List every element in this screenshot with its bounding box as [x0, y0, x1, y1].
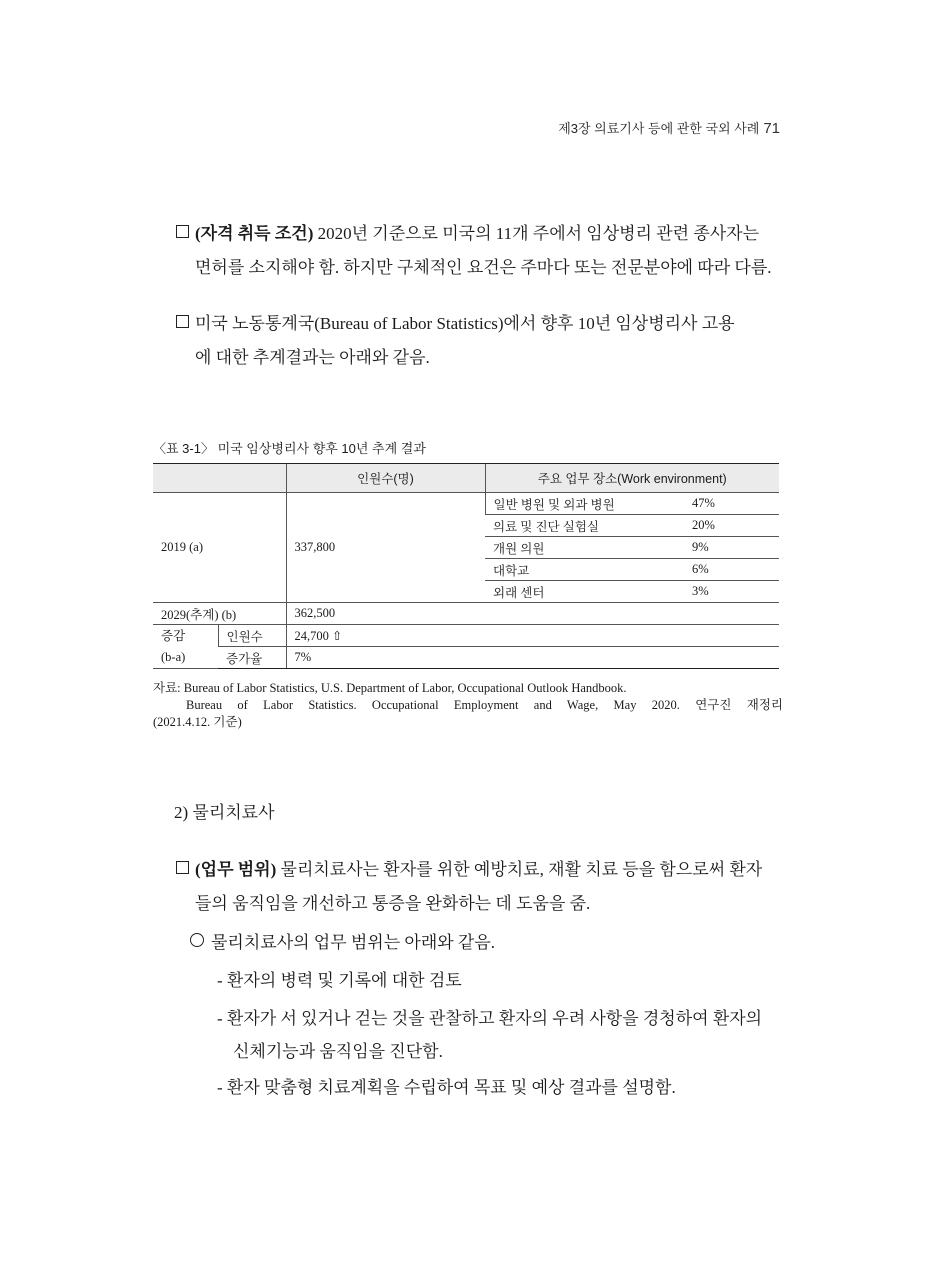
environment-place: 외래 센터: [485, 581, 684, 603]
projection-table: [153, 463, 779, 669]
qualification-heading: (자격 취득 조건): [195, 224, 314, 243]
environment-place: 대학교: [485, 559, 684, 581]
change-rate: 7%: [286, 647, 779, 669]
scope-line-1: 물리치료사는 환자를 위한 예방치료, 재활 치료 등을 함으로써 환자: [276, 860, 763, 879]
environment-pct: 47%: [684, 493, 779, 515]
header-environment: 주요 업무 장소(Work environment): [485, 464, 779, 493]
chapter-title: 제3장 의료기사 등에 관한 국외 사례: [558, 121, 760, 136]
dash-bullet: -: [217, 971, 227, 990]
bls-line-2: 에 대한 추계결과는 아래와 같음.: [195, 348, 430, 367]
change-count: 24,700 ⇧: [286, 625, 779, 647]
change-rate-label: 증가율: [218, 647, 286, 669]
dash-bullet: -: [217, 1009, 227, 1028]
dash-item: [217, 1002, 783, 1068]
row-2029-count: 362,500: [286, 603, 779, 625]
table-row: [153, 647, 779, 669]
scope-circle-item: [190, 928, 495, 953]
circle-bullet-icon: [190, 933, 204, 947]
environment-pct: 3%: [684, 581, 779, 603]
dash-item-text: 환자가 서 있거나 걷는 것을 관찰하고 환자의 우려 사항을 경청하여 환자의: [226, 1009, 763, 1028]
qualification-paragraph: [176, 217, 782, 285]
square-bullet-icon: [176, 225, 189, 238]
table-caption: 〈표 3-1〉 미국 임상병리사 향후 10년 추계 결과: [153, 441, 426, 456]
environment-pct: 9%: [684, 537, 779, 559]
header-blank-cell: [153, 464, 286, 493]
dash-item: [217, 964, 783, 997]
qualification-line-2: 면허를 소지해야 함. 하지만 구체적인 요건은 주마다 또는 전문분야에 따라 다름.: [195, 258, 772, 277]
circle-item-text: 물리치료사의 업무 범위는 아래와 같음.: [211, 933, 496, 952]
scope-heading: (업무 범위): [195, 860, 277, 879]
table-row: [153, 603, 779, 625]
row-2019-label: 2019 (a): [153, 493, 286, 603]
row-2029-label: 2029(추계) (b): [153, 603, 286, 625]
table-source: [153, 680, 783, 731]
scope-line-2: 들의 움직임을 개선하고 통증을 완화하는 데 도움을 줌.: [195, 894, 591, 913]
dash-bullet: -: [217, 1078, 227, 1097]
environment-pct: 6%: [684, 559, 779, 581]
header-count: 인원수(명): [286, 464, 485, 493]
section-heading: 2) 물리치료사: [174, 803, 275, 822]
environment-place: 개원 의원: [485, 537, 684, 559]
page-number: 71: [763, 120, 780, 137]
table-row: [153, 493, 779, 515]
environment-place: 일반 병원 및 외과 병원: [485, 493, 684, 515]
bls-line-1: 미국 노동통계국(Bureau of Labor Statistics)에서 향후 10년 임상병리사 고용: [195, 314, 735, 333]
environment-pct: 20%: [684, 515, 779, 537]
dash-item: [217, 1071, 783, 1104]
source-line-3: (2021.4.12. 기준): [153, 715, 242, 729]
table-header-row: [153, 464, 779, 493]
scope-paragraph: [176, 853, 782, 921]
table-row: [153, 625, 779, 647]
change-count-label: 인원수: [218, 625, 286, 647]
source-line-1: 자료: Bureau of Labor Statistics, U.S. Department of Labor, Occupational Outlook Handbook.: [153, 681, 627, 695]
dash-item-text: 환자 맞춤형 치료계획을 수립하여 목표 및 예상 결과를 설명함.: [226, 1078, 676, 1097]
square-bullet-icon: [176, 315, 189, 328]
change-label-line-1: 증감: [161, 628, 186, 643]
source-line-2: Bureau of Labor Statistics. Occupational Employment and Wage, May 2020. 연구진 재정리: [186, 698, 783, 712]
environment-place: 의료 및 진단 실험실: [485, 515, 684, 537]
row-2019-count: 337,800: [286, 493, 485, 603]
dash-item-text: 환자의 병력 및 기록에 대한 검토: [226, 971, 462, 990]
change-label: [153, 625, 218, 669]
running-header: [558, 118, 780, 137]
bls-paragraph: [176, 307, 782, 375]
change-label-line-2: (b-a): [161, 649, 186, 664]
qualification-line-1: 2020년 기준으로 미국의 11개 주에서 임상병리 관련 종사자는: [313, 224, 760, 243]
dash-item-text-cont: 신체기능과 움직임을 진단함.: [233, 1042, 443, 1061]
square-bullet-icon: [176, 861, 189, 874]
